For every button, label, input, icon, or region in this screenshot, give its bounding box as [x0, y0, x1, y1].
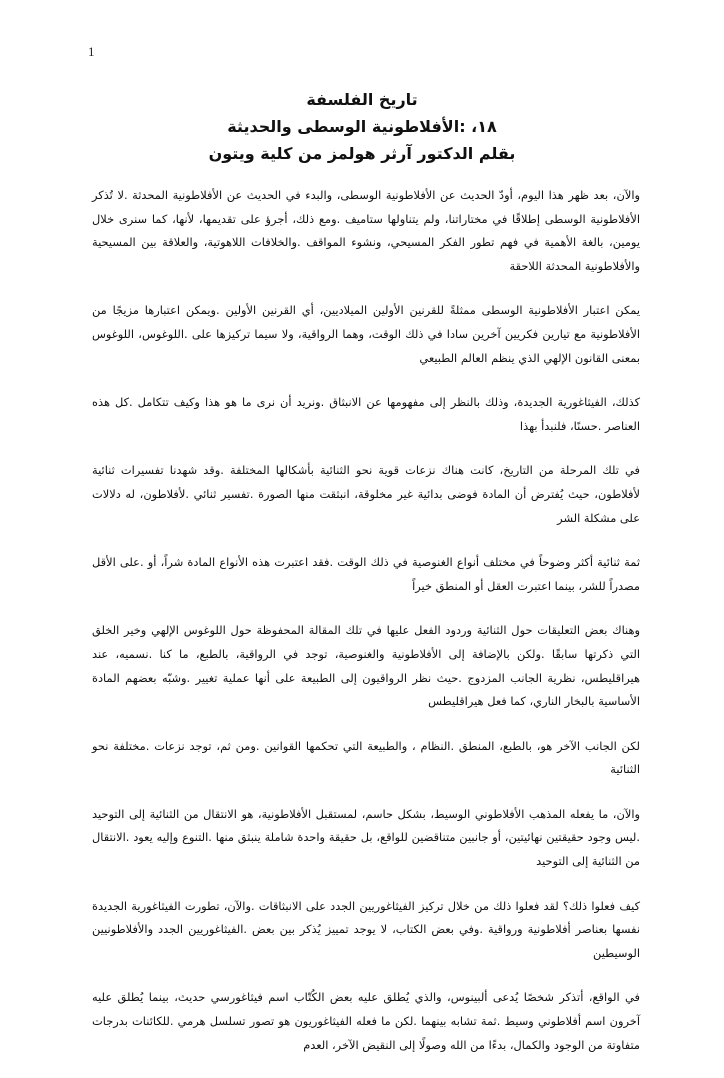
document-title — [80, 86, 644, 167]
paragraph-7: لكن الجانب الآخر هو، بالطبع، المنطق .النظام ، والطبيعة التي تحكمها القوانين .ومن ثم، توجد نزعات .مختلفة نحو الثنائية — [92, 738, 640, 777]
paragraph-1: والآن، بعد ظهر هذا اليوم، أودّ الحديث عن الأفلاطونية الوسطى، والبدء في الحديث عن الأفلاطونية المحدثة .لا تُذكر الأفلاطونية الوسطى إطلاقًا في مختاراتنا، ولم يتناولها ستاميف .ومع ذلك، أجرؤ على تقديمها، لأنها، كما سنرى خلال يومين، بالغة الأهمية في فهم تطور الفكر المسيحي، ونشوء المواقف .والخلافات اللاهوتية، والعلاقة بين المسيحية والأفلاطونية المحدثة اللاحقة — [92, 188, 640, 273]
paragraph-2: يمكن اعتبار الأفلاطونية الوسطى ممثلةً للقرنين الأولين الميلاديين، أي القرنين الأولين .ويمكن اعتبارها مزيجًا من الأفلاطونية مع تيارين فكريين آخرين سادا في ذلك الوقت، وهما الرواقية، ولا سيما تركيزها على .اللوغوس، اللوغوس بمعنى القانون الإلهي الذي ينظم العالم الطبيعي — [92, 303, 640, 365]
paragraph-5: ثمة ثنائية أكثر وضوحاً في مختلف أنواع الغنوصية في ذلك الوقت .فقد اعتبرت هذه الأنواع المادة شراً، أو .على الأقل مصدراً للشر، بينما اعتبرت العقل أو المنطق خيراً — [92, 555, 640, 593]
title-line-2: ١٨، :الأفلاطونية الوسطى والحديثة — [227, 117, 497, 136]
title-line-1: تاريخ الفلسفة — [306, 90, 418, 109]
title-line-3: بقلم الدكتور آرثر هولمز من كلية ويتون — [208, 144, 516, 163]
paragraph-8: والآن، ما يفعله المذهب الأفلاطوني الوسيط، بشكل حاسم، لمستقبل الأفلاطونية، هو الانتقال من الثنائية إلى التوحيد .ليس وجود حقيقتين نهائيتين، أو جانبين متناقضين للواقع، بل حقيقة واحدة شاملة ينبثق منها .التنوع وإليه يعود .الانتقال من الثنائية إلى التوحيد — [92, 806, 640, 869]
paragraph-3: كذلك، الفيثاغورية الجديدة، وذلك بالنظر إلى مفهومها عن الانبثاق .ونريد أن نرى ما هو هذا وكيف تتكامل .كل هذه العناصر .حسنًا، فلنبدأ بهذا — [92, 395, 640, 433]
document-body — [92, 184, 640, 1078]
paragraph-10: في الواقع، أتذكر شخصًا يُدعى ألبينوس، والذي يُطلق عليه بعض الكُتّاب اسم فيثاغورسي حديث، بينما يُطلق عليه آخرون اسم أفلاطوني وسيط .ثمة تشابه بينهما .لكن ما فعله الفيثاغوريون هو تصور تسلسل هرمي .للكائنات بدرجات متفاوتة من الوجود والكمال، بدءًا من الله وصولًا إلى النقيض الآخر، العدم — [92, 990, 640, 1052]
page-number: 1 — [88, 44, 95, 59]
paragraph-4: في تلك المرحلة من التاريخ، كانت هناك نزعات قوية نحو الثنائية بأشكالها المختلفة .وقد شهدنا تفسيرات ثنائية لأفلاطون، حيث يُفترض أن المادة فوضى بدائية غير مخلوقة، انبثقت منها الصورة .تفسير ثنائي .لأفلاطون، له دلالات على مشكلة الشر — [92, 463, 640, 525]
paragraph-9: كيف فعلوا ذلك؟ لقد فعلوا ذلك من خلال تركيز الفيثاغوريين الجدد على الانبثاقات .والآن، تطورت الفيثاغورية الجديدة نفسها بعناصر أفلاطونية ورواقية .وفي بعض الكتاب، لا يوجد تمييز يُذكر بين بعض .الفيثاغوريين الجدد والأفلاطونيين الوسيطين — [92, 898, 640, 960]
paragraph-6: وهناك بعض التعليقات حول الثنائية وردود الفعل عليها في تلك المقالة المحفوظة حول اللوغوس الإلهي وخير الخلق التي ذكرتها سابقًا .ولكن بالإضافة إلى الأفلاطونية والغنوصية، توجد في الرواقية، بالطبع، ما كنا .نسميه، عند هيراقليطس، نظرية الجانب المزدوج .حيث نظر الرواقيون إلى الطبيعة على أنها عملية تغيير .وشبّه بعضهم المادة الأساسية بالبخار الناري، كما فعل هيراقليطس — [92, 623, 640, 709]
